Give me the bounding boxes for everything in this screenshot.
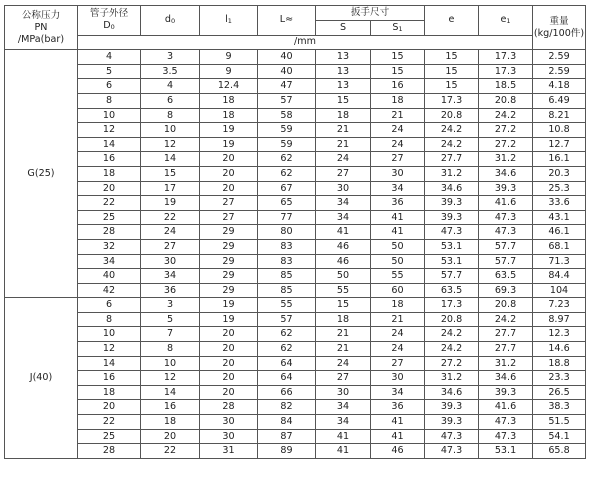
table-cell: 84.4 — [533, 269, 586, 284]
table-cell: 23.3 — [533, 371, 586, 386]
table-cell: 20 — [200, 371, 258, 386]
table-cell: 4.18 — [533, 79, 586, 94]
header-row-3 — [5, 35, 586, 50]
table-row — [5, 429, 586, 444]
table-cell: 30 — [200, 429, 258, 444]
table-cell: 27.2 — [479, 137, 533, 152]
table-cell: 34 — [316, 415, 371, 430]
table-cell: 41 — [371, 225, 425, 240]
table-cell: 62 — [258, 327, 316, 342]
table-cell: 24 — [371, 342, 425, 357]
table-cell: 12 — [141, 371, 200, 386]
table-row — [5, 254, 586, 269]
table-cell: 65.8 — [533, 444, 586, 459]
table-row — [5, 283, 586, 298]
fitting-spec-table — [4, 5, 586, 459]
table-cell: 20 — [200, 152, 258, 167]
table-cell: 20.8 — [479, 298, 533, 313]
table-cell: 20.8 — [425, 312, 479, 327]
table-cell: 15 — [425, 64, 479, 79]
table-cell: 43.1 — [533, 210, 586, 225]
table-cell: 29 — [200, 225, 258, 240]
table-cell: 15 — [371, 64, 425, 79]
table-cell: 25 — [78, 429, 141, 444]
table-cell: 25.3 — [533, 181, 586, 196]
table-cell: 18 — [141, 415, 200, 430]
header-L: L≈ — [258, 6, 316, 36]
table-cell: 59 — [258, 137, 316, 152]
table-cell: 57 — [258, 93, 316, 108]
table-cell: 36 — [141, 283, 200, 298]
table-cell: 18 — [78, 385, 141, 400]
table-cell: 30 — [371, 371, 425, 386]
table-cell: 55 — [258, 298, 316, 313]
table-cell: 16.1 — [533, 152, 586, 167]
header-row-1 — [5, 6, 586, 21]
table-cell: 46 — [371, 444, 425, 459]
table-row — [5, 444, 586, 459]
table-body — [5, 50, 586, 459]
table-cell: 67 — [258, 181, 316, 196]
table-cell: 34.6 — [425, 385, 479, 400]
table-cell: 20 — [200, 356, 258, 371]
table-cell: 21 — [316, 342, 371, 357]
table-cell: 31.2 — [425, 371, 479, 386]
table-cell: 63.5 — [425, 283, 479, 298]
table-cell: 18.5 — [479, 79, 533, 94]
table-cell: 57.7 — [479, 239, 533, 254]
table-cell: 22 — [78, 415, 141, 430]
table-cell: 17.3 — [425, 93, 479, 108]
table-row — [5, 342, 586, 357]
table-cell: 39.3 — [425, 210, 479, 225]
table-cell: 24 — [371, 137, 425, 152]
table-row — [5, 298, 586, 313]
table-cell: 85 — [258, 269, 316, 284]
table-cell: 87 — [258, 429, 316, 444]
table-cell: 47 — [258, 79, 316, 94]
table-cell: 6 — [141, 93, 200, 108]
table-cell: 83 — [258, 254, 316, 269]
table-cell: 39.3 — [425, 415, 479, 430]
table-row — [5, 137, 586, 152]
table-cell: 89 — [258, 444, 316, 459]
table-cell: 19 — [200, 298, 258, 313]
header-unit: /mm — [78, 35, 533, 50]
table-cell: 6 — [78, 79, 141, 94]
table-cell: 13 — [316, 79, 371, 94]
table-cell: 6.49 — [533, 93, 586, 108]
table-cell: 34.6 — [425, 181, 479, 196]
table-cell: 24 — [371, 123, 425, 138]
table-cell: 46 — [316, 239, 371, 254]
table-cell: 15 — [425, 50, 479, 65]
table-cell: 14 — [141, 385, 200, 400]
table-cell: 30 — [141, 254, 200, 269]
table-cell: 24.2 — [479, 108, 533, 123]
table-cell: 34 — [141, 269, 200, 284]
header-wrench-size: 扳手尺寸 — [316, 6, 425, 21]
table-row — [5, 327, 586, 342]
table-cell: 4 — [141, 79, 200, 94]
table-cell: 21 — [371, 108, 425, 123]
table-cell: 24.2 — [425, 123, 479, 138]
table-cell: 41 — [316, 225, 371, 240]
table-cell: 27 — [200, 196, 258, 211]
table-cell: 3 — [141, 50, 200, 65]
table-cell: 53.1 — [479, 444, 533, 459]
table-cell: 6 — [78, 298, 141, 313]
table-cell: 34 — [371, 181, 425, 196]
table-cell: 84 — [258, 415, 316, 430]
table-row — [5, 64, 586, 79]
table-cell: 12 — [141, 137, 200, 152]
table-cell: 15 — [141, 166, 200, 181]
table-cell: 21 — [316, 123, 371, 138]
table-cell: 15 — [425, 79, 479, 94]
table-cell: 22 — [78, 196, 141, 211]
table-cell: 10 — [141, 123, 200, 138]
table-cell: 12.7 — [533, 137, 586, 152]
header-d0: $d_0$ — [141, 6, 200, 36]
table-cell: 15 — [316, 298, 371, 313]
table-cell: 2.59 — [533, 50, 586, 65]
table-cell: 26.5 — [533, 385, 586, 400]
table-cell: 8 — [141, 108, 200, 123]
table-cell: 17.3 — [479, 50, 533, 65]
table-cell: 20 — [141, 429, 200, 444]
table-cell: 30 — [316, 181, 371, 196]
table-row — [5, 152, 586, 167]
table-cell: 19 — [141, 196, 200, 211]
table-cell: 7 — [141, 327, 200, 342]
header-e1: $e_1$ — [479, 6, 533, 36]
table-cell: 10.8 — [533, 123, 586, 138]
table-cell: 20 — [200, 342, 258, 357]
table-cell: 80 — [258, 225, 316, 240]
table-cell: 27 — [200, 210, 258, 225]
table-cell: 57.7 — [425, 269, 479, 284]
table-cell: 47.3 — [425, 444, 479, 459]
table-cell: 22 — [141, 210, 200, 225]
table-cell: 55 — [371, 269, 425, 284]
table-cell: 17 — [141, 181, 200, 196]
table-cell: 27.7 — [479, 327, 533, 342]
table-cell: 16 — [371, 79, 425, 94]
table-cell: 24 — [316, 152, 371, 167]
table-cell: 19 — [200, 312, 258, 327]
table-cell: 60 — [371, 283, 425, 298]
table-cell: 27 — [371, 356, 425, 371]
table-cell: 16 — [78, 371, 141, 386]
table-cell: 57.7 — [479, 254, 533, 269]
table-cell: 29 — [200, 239, 258, 254]
table-cell: 57 — [258, 312, 316, 327]
table-cell: 85 — [258, 283, 316, 298]
table-cell: 8.97 — [533, 312, 586, 327]
table-cell: 34 — [316, 210, 371, 225]
table-cell: 16 — [141, 400, 200, 415]
table-cell: 20 — [78, 400, 141, 415]
table-cell: 18 — [200, 108, 258, 123]
table-cell: 41.6 — [479, 400, 533, 415]
table-cell: 19 — [200, 123, 258, 138]
table-cell: 20 — [200, 181, 258, 196]
table-cell: 31.2 — [425, 166, 479, 181]
table-cell: 104 — [533, 283, 586, 298]
table-cell: 34 — [316, 196, 371, 211]
table-cell: 27.7 — [425, 152, 479, 167]
table-cell: 34 — [78, 254, 141, 269]
table-cell: 3.5 — [141, 64, 200, 79]
pressure-group-label: G(25) — [5, 50, 78, 298]
table-cell: 30 — [200, 415, 258, 430]
table-cell: 50 — [371, 239, 425, 254]
table-cell: 40 — [258, 50, 316, 65]
table-row — [5, 312, 586, 327]
table-cell: 34 — [316, 400, 371, 415]
table-cell: 41 — [316, 444, 371, 459]
table-cell: 36 — [371, 196, 425, 211]
table-row — [5, 123, 586, 138]
table-cell: 41 — [316, 429, 371, 444]
table-cell: 59 — [258, 123, 316, 138]
table-cell: 18 — [316, 108, 371, 123]
table-cell: 47.3 — [479, 210, 533, 225]
table-cell: 17.3 — [479, 64, 533, 79]
table-cell: 20.3 — [533, 166, 586, 181]
table-cell: 28 — [78, 444, 141, 459]
table-row — [5, 371, 586, 386]
table-cell: 34 — [371, 385, 425, 400]
table-cell: 46 — [316, 254, 371, 269]
table-cell: 62 — [258, 152, 316, 167]
table-cell: 55 — [316, 283, 371, 298]
table-cell: 21 — [371, 312, 425, 327]
table-cell: 12.4 — [200, 79, 258, 94]
table-cell: 30 — [371, 166, 425, 181]
table-cell: 38.3 — [533, 400, 586, 415]
table-cell: 53.1 — [425, 254, 479, 269]
table-cell: 40 — [258, 64, 316, 79]
table-cell: 21 — [316, 327, 371, 342]
spec-table-container — [4, 5, 586, 459]
table-cell: 39.3 — [479, 385, 533, 400]
header-l1: $l_1$ — [200, 6, 258, 36]
table-cell: 34.6 — [479, 371, 533, 386]
table-cell: 65 — [258, 196, 316, 211]
table-cell: 83 — [258, 239, 316, 254]
table-cell: 18 — [200, 93, 258, 108]
table-cell: 47.3 — [479, 415, 533, 430]
table-cell: 25 — [78, 210, 141, 225]
table-cell: 10 — [78, 327, 141, 342]
table-cell: 20 — [78, 181, 141, 196]
table-cell: 62 — [258, 342, 316, 357]
table-cell: 47.3 — [425, 225, 479, 240]
table-row — [5, 108, 586, 123]
table-cell: 5 — [141, 312, 200, 327]
table-cell: 27.2 — [425, 356, 479, 371]
table-row — [5, 239, 586, 254]
table-cell: 31.2 — [479, 356, 533, 371]
table-cell: 51.5 — [533, 415, 586, 430]
table-cell: 28 — [200, 400, 258, 415]
table-cell: 29 — [200, 269, 258, 284]
table-cell: 5 — [78, 64, 141, 79]
table-cell: 16 — [78, 152, 141, 167]
table-row — [5, 79, 586, 94]
table-cell: 18 — [371, 298, 425, 313]
table-row — [5, 181, 586, 196]
table-cell: 50 — [316, 269, 371, 284]
table-cell: 4 — [78, 50, 141, 65]
table-cell: 31 — [200, 444, 258, 459]
table-cell: 42 — [78, 283, 141, 298]
table-cell: 14 — [141, 152, 200, 167]
table-cell: 19 — [200, 137, 258, 152]
table-cell: 29 — [200, 283, 258, 298]
table-cell: 47.3 — [479, 429, 533, 444]
table-cell: 18 — [78, 166, 141, 181]
table-cell: 71.3 — [533, 254, 586, 269]
table-cell: 66 — [258, 385, 316, 400]
table-row — [5, 166, 586, 181]
table-cell: 30 — [316, 385, 371, 400]
table-cell: 12.3 — [533, 327, 586, 342]
table-cell: 54.1 — [533, 429, 586, 444]
table-cell: 24.2 — [425, 342, 479, 357]
table-cell: 10 — [78, 108, 141, 123]
header-pressure: 公称压力 PN /MPa(bar) — [5, 6, 78, 50]
table-cell: 53.1 — [425, 239, 479, 254]
table-row — [5, 415, 586, 430]
header-weight: 重量 (kg/100件) — [533, 6, 586, 50]
table-cell: 27 — [141, 239, 200, 254]
table-cell: 22 — [141, 444, 200, 459]
table-cell: 41 — [371, 415, 425, 430]
table-cell: 18 — [316, 312, 371, 327]
table-cell: 24 — [371, 327, 425, 342]
table-cell: 8 — [78, 312, 141, 327]
table-row — [5, 356, 586, 371]
table-row — [5, 50, 586, 65]
table-cell: 39.3 — [479, 181, 533, 196]
table-row — [5, 196, 586, 211]
table-row — [5, 385, 586, 400]
table-cell: 64 — [258, 356, 316, 371]
table-cell: 27 — [316, 371, 371, 386]
table-row — [5, 225, 586, 240]
table-cell: 8.21 — [533, 108, 586, 123]
table-cell: 17.3 — [425, 298, 479, 313]
table-cell: 39.3 — [425, 400, 479, 415]
table-cell: 3 — [141, 298, 200, 313]
table-cell: 47.3 — [425, 429, 479, 444]
table-cell: 31.2 — [479, 152, 533, 167]
table-cell: 8 — [141, 342, 200, 357]
table-cell: 12 — [78, 123, 141, 138]
table-cell: 40 — [78, 269, 141, 284]
table-cell: 27.2 — [479, 123, 533, 138]
table-cell: 20 — [200, 166, 258, 181]
table-cell: 20.8 — [479, 93, 533, 108]
table-cell: 58 — [258, 108, 316, 123]
table-cell: 64 — [258, 371, 316, 386]
table-row — [5, 269, 586, 284]
table-cell: 13 — [316, 64, 371, 79]
table-cell: 47.3 — [479, 225, 533, 240]
table-cell: 18.8 — [533, 356, 586, 371]
table-cell: 7.23 — [533, 298, 586, 313]
table-cell: 12 — [78, 342, 141, 357]
table-cell: 46.1 — [533, 225, 586, 240]
table-cell: 24 — [141, 225, 200, 240]
table-cell: 8 — [78, 93, 141, 108]
table-cell: 34.6 — [479, 166, 533, 181]
table-row — [5, 93, 586, 108]
table-cell: 15 — [371, 50, 425, 65]
table-cell: 14 — [78, 356, 141, 371]
table-cell: 68.1 — [533, 239, 586, 254]
table-cell: 41 — [371, 210, 425, 225]
table-cell: 20 — [200, 327, 258, 342]
table-cell: 20 — [200, 385, 258, 400]
table-cell: 28 — [78, 225, 141, 240]
table-cell: 24.2 — [425, 327, 479, 342]
header-s: S — [316, 21, 371, 36]
table-cell: 13 — [316, 50, 371, 65]
table-cell: 9 — [200, 64, 258, 79]
table-cell: 82 — [258, 400, 316, 415]
table-cell: 2.59 — [533, 64, 586, 79]
table-cell: 21 — [316, 137, 371, 152]
table-row — [5, 210, 586, 225]
table-cell: 27 — [371, 152, 425, 167]
table-cell: 69.3 — [479, 283, 533, 298]
table-cell: 27 — [316, 166, 371, 181]
table-cell: 14 — [78, 137, 141, 152]
header-pipe-od: 管子外径 $D_0$ — [78, 6, 141, 36]
table-cell: 24 — [316, 356, 371, 371]
table-cell: 24.2 — [425, 137, 479, 152]
table-cell: 41.6 — [479, 196, 533, 211]
table-cell: 18 — [371, 93, 425, 108]
table-cell: 14.6 — [533, 342, 586, 357]
table-row — [5, 400, 586, 415]
table-cell: 63.5 — [479, 269, 533, 284]
table-cell: 36 — [371, 400, 425, 415]
table-cell: 9 — [200, 50, 258, 65]
table-cell: 62 — [258, 166, 316, 181]
table-cell: 24.2 — [479, 312, 533, 327]
table-cell: 50 — [371, 254, 425, 269]
table-cell: 27.7 — [479, 342, 533, 357]
table-cell: 10 — [141, 356, 200, 371]
header-s1: $S_1$ — [371, 21, 425, 36]
table-cell: 32 — [78, 239, 141, 254]
table-cell: 41 — [371, 429, 425, 444]
pressure-group-label: J(40) — [5, 298, 78, 459]
table-cell: 20.8 — [425, 108, 479, 123]
table-cell: 33.6 — [533, 196, 586, 211]
table-cell: 29 — [200, 254, 258, 269]
header-e: e — [425, 6, 479, 36]
table-cell: 77 — [258, 210, 316, 225]
table-cell: 15 — [316, 93, 371, 108]
table-cell: 39.3 — [425, 196, 479, 211]
